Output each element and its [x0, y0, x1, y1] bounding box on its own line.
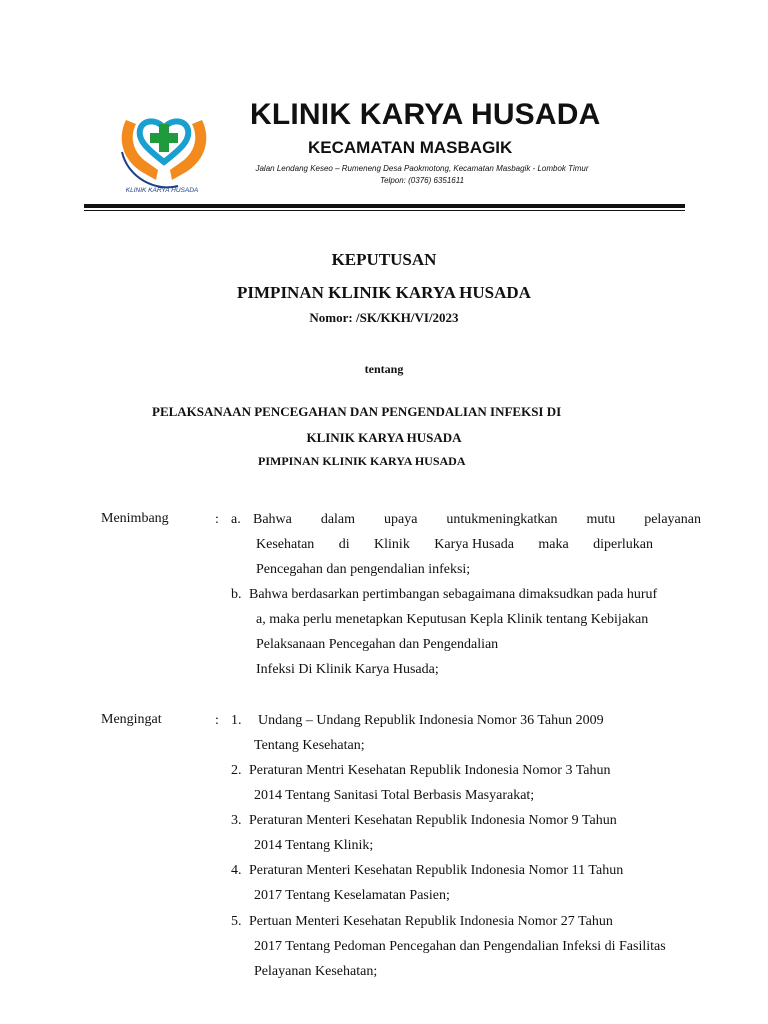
word: untukmeningkatkan: [446, 512, 558, 527]
district-name: KECAMATAN MASBAGIK: [308, 138, 513, 157]
header-divider-thick: [84, 204, 685, 208]
clinic-logo: [112, 100, 216, 196]
word: Klinik: [374, 537, 410, 552]
doc-issuer: PIMPINAN KLINIK KARYA HUSADA: [237, 283, 531, 302]
menimbang-a-line3: Pencegahan dan pengendalian infeksi;: [256, 562, 471, 577]
word: di: [338, 537, 350, 552]
menimbang-b-line1: Bahwa berdasarkan pertimbangan sebagaimana dimaksudkan pada huruf: [249, 587, 658, 602]
mengingat-colon: :: [215, 713, 219, 728]
mengingat-item-line: 2017 Tentang Pedoman Pencegahan dan Pengendalian Infeksi di Fasilitas: [254, 939, 666, 954]
header-divider-thin: [84, 210, 685, 211]
clinic-name: KLINIK KARYA HUSADA: [250, 98, 601, 131]
menimbang-a-marker: a.: [231, 512, 241, 527]
menimbang-b-line3: Pelaksanaan Pencegahan dan Pengendalian: [256, 637, 499, 652]
mengingat-item-line: 2014 Tentang Klinik;: [254, 838, 374, 853]
mengingat-item-marker: 4.: [231, 863, 242, 878]
menimbang-b-line2: a, maka perlu menetapkan Keputusan Kepla Klinik tentang Kebijakan: [256, 612, 649, 627]
mengingat-item-line: Tentang Kesehatan;: [254, 738, 365, 753]
word: Bahwa: [253, 512, 292, 527]
menimbang-b-line4: Infeksi Di Klinik Karya Husada;: [256, 662, 439, 677]
menimbang-b-marker: b.: [231, 587, 242, 602]
mengingat-item-line: Pertuan Menteri Kesehatan Republik Indonesia Nomor 27 Tahun: [249, 914, 613, 929]
mengingat-item-line: Peraturan Menteri Kesehatan Republik Indonesia Nomor 11 Tahun: [249, 863, 624, 878]
clinic-address: Jalan Lendang Keseo – Rumeneng Desa Paokmotong, Kecamatan Masbagik - Lombok Timur: [255, 164, 589, 173]
mengingat-item-marker: 1.: [231, 713, 242, 728]
word: Kesehatan: [256, 537, 315, 552]
mengingat-item-marker: 3.: [231, 813, 242, 828]
clinic-phone: Telpon: (0376) 6351611: [379, 176, 465, 185]
doc-number: Nomor: /SK/KKH/VI/2023: [309, 310, 459, 325]
mengingat-item-line: Peraturan Mentri Kesehatan Republik Indonesia Nomor 3 Tahun: [249, 763, 611, 778]
mengingat-item-line: Pelayanan Kesehatan;: [254, 964, 378, 979]
mengingat-item-marker: 5.: [231, 914, 242, 929]
word: pelayanan: [644, 512, 701, 527]
word: upaya: [383, 512, 418, 527]
doc-about: tentang: [364, 362, 404, 376]
menimbang-colon: :: [215, 512, 219, 527]
logo-cross-horizontal: [150, 133, 178, 143]
word: mutu: [586, 512, 616, 527]
mengingat-item-line: Peraturan Menteri Kesehatan Republik Indonesia Nomor 9 Tahun: [249, 813, 617, 828]
mengingat-item-line: Undang – Undang Republik Indonesia Nomor 36 Tahun 2009: [258, 713, 604, 728]
menimbang-label: Menimbang: [101, 511, 169, 526]
doc-title: KEPUTUSAN: [331, 250, 437, 269]
doc-subject-line1: PELAKSANAAN PENCEGAHAN DAN PENGENDALIAN INFEKSI DI: [152, 404, 562, 419]
menimbang-a-line1: [253, 512, 701, 528]
word: Karya Husada: [434, 537, 514, 552]
mengingat-item-marker: 2.: [231, 763, 242, 778]
word: maka: [538, 537, 569, 552]
mengingat-label: Mengingat: [101, 712, 162, 727]
word: diperlukan: [593, 537, 653, 552]
menimbang-a-line2: [256, 537, 653, 553]
mengingat-item-line: 2014 Tentang Sanitasi Total Berbasis Masyarakat;: [254, 788, 535, 803]
doc-subject-line2: KLINIK KARYA HUSADA: [306, 430, 462, 445]
doc-subject-line3: PIMPINAN KLINIK KARYA HUSADA: [258, 454, 466, 468]
logo-text: KLINIK KARYA HUSADA: [125, 187, 199, 194]
word: dalam: [320, 512, 356, 527]
mengingat-item-line: 2017 Tentang Keselamatan Pasien;: [254, 888, 450, 903]
